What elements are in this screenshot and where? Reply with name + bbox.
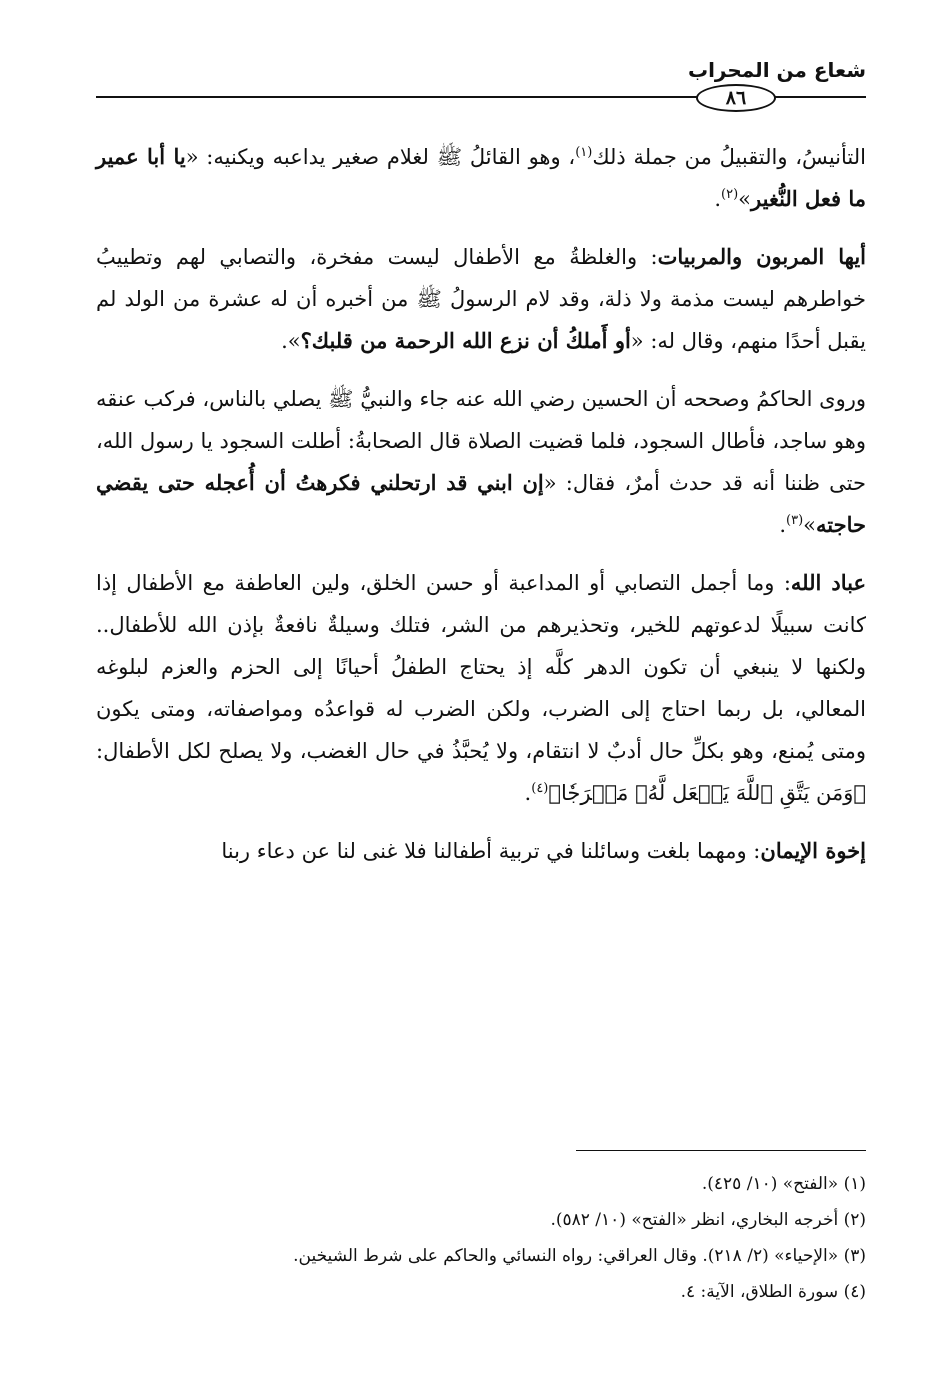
page-number: ٨٦ — [696, 84, 776, 112]
footnote-rule — [576, 1150, 866, 1151]
footnote-3: (٣) «الإحياء» (٢/ ٢١٨). وقال العراقي: رواه النسائي والحاكم على شرط الشيخين. — [293, 1246, 866, 1266]
footnote-2: (٢) أخرجه البخاري، انظر «الفتح» (١٠/ ٥٨٢). — [550, 1210, 866, 1230]
hadith-quote: أو أَملكُ أن نزع الله الرحمة من قلبك؟ — [300, 328, 631, 353]
page-header — [96, 52, 866, 108]
footnote-ref: (٢) — [721, 187, 739, 202]
paragraph-lead: إخوة الإيمان — [760, 838, 866, 863]
running-title: شعاع من المحراب — [687, 58, 866, 82]
hadith-quote: إن ابني قد ارتحلني فكرهتُ أن أُعجله حتى يقضي حاجته — [96, 470, 866, 537]
paragraph-lead: أيها المربون والمربيات — [657, 244, 867, 269]
hadith-quote: يا أبا عمير ما فعل النُّغير — [96, 144, 866, 211]
body-text — [96, 136, 866, 888]
footnote-1: (١) «الفتح» (١٠/ ٤٢٥). — [701, 1174, 866, 1194]
footnotes — [96, 1166, 866, 1310]
paragraph-3: وروى الحاكمُ وصححه أن الحسين رضي الله عنه جاء والنبيُّ ﷺ يصلي بالناس، فركب عنقه وهو ساجد، فأطال السجود، فلما قضيت الصلاة قال الصحابةُ: أطلت السجود يا رسول الله، حتى ظننا أنه قد حدث أمرٌ، فقال: «إن ابني قد ارتحلني فكرهتُ أن أُعجله حتى يقضي حاجته»$^{(٣)}$. — [96, 387, 866, 537]
footnote-4: (٤) سورة الطلاق، الآية: ٤. — [680, 1282, 866, 1302]
paragraph-lead: عباد الله — [790, 570, 866, 595]
footnote-ref: (٤) — [531, 781, 549, 796]
footnote-ref: (١) — [575, 145, 593, 160]
paragraph-1: التأنيسُ، والتقبيلُ من جملة ذلك$^{(١)}$، وهو القائلُ ﷺ لغلام صغير يداعبه ويكنيه: «يا أبا عمير ما فعل النُّغير»$^{(٢)}$. — [96, 144, 866, 211]
quran-verse: ﴿وَمَن يَتَّقِ ٱللَّهَ يَجۡعَل لَّهُۥ مَخۡرَجٗا﴾ — [548, 781, 866, 805]
paragraph-2: أيها المربون والمربيات: والغلظةُ مع الأطفال ليست مفخرة، والتصابي لهم وتطييبُ خواطرهم ليست مذمة ولا ذلة، وقد لام الرسولُ ﷺ من أخبره أن له عشرة من الولد لم يقبل أحدًا منهم، وقال له: «أو أَملكُ أن نزع الله الرحمة من قلبك؟». — [96, 244, 867, 353]
paragraph-5: إخوة الإيمان: ومهما بلغت وسائلنا في تربية أطفالنا فلا غنى لنا عن دعاء ربنا — [221, 838, 866, 863]
footnote-ref: (٣) — [786, 513, 804, 528]
paragraph-4: عباد الله: وما أجمل التصابي أو المداعبة أو حسن الخلق، ولين العاطفة مع الأطفال إذا كانت سبيلًا لدعوتهم للخير، وتحذيرهم من الشر، فتلك وسيلةٌ نافعةٌ بإذن الله للأطفال.. ولكنها لا ينبغي أن تكون الدهر كلَّه إذ يحتاج الطفلُ أحيانًا إلى الحزم والعزم لبلوغه المعالي، بل ربما احتاج إلى الضرب، ولكن الضرب له قواعدُه ومواصفاته، ومتى يكون ومتى يُمنع، وهو بكلِّ حال أدبٌ لا انتقام، ولا يُحبَّذُ في حال الغضب، ولا يصلح لكل الأطفال: ﴿وَمَن يَتَّقِ ٱللَّهَ يَجۡعَل لَّهُۥ مَخۡرَجٗا﴾$^{(٤)}$. — [96, 570, 866, 805]
